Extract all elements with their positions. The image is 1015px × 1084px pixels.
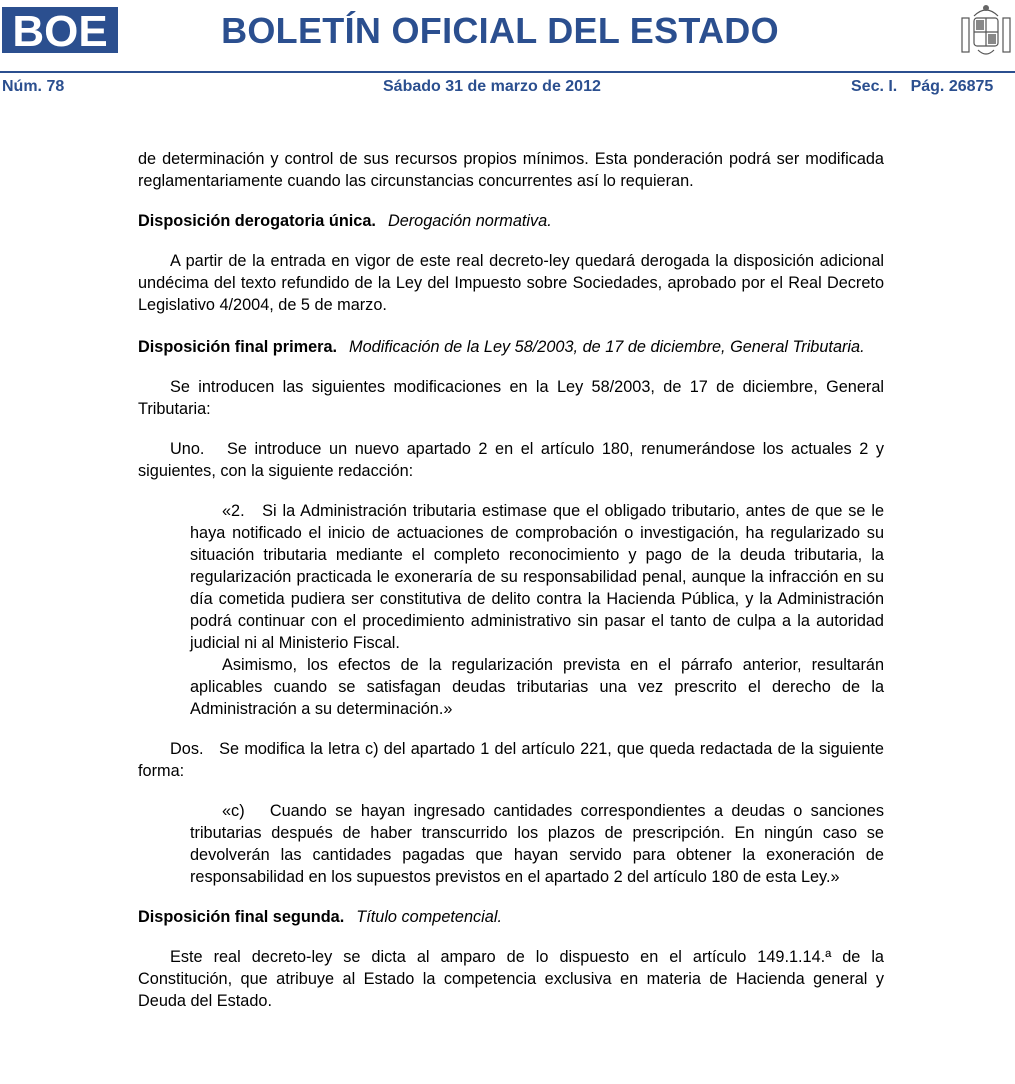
- section-heading: [138, 210, 884, 232]
- section-page: Sec. I. Pág. 26875: [851, 78, 994, 95]
- heading-title: Disposición final segunda.: [138, 908, 345, 926]
- section-heading: [138, 336, 884, 358]
- issue-date: Sábado 31 de marzo de 2012: [383, 78, 601, 95]
- heading-title: Disposición derogatoria única.: [138, 212, 376, 230]
- page-header: [0, 0, 1015, 100]
- heading-title: Disposición final primera.: [138, 338, 338, 356]
- paragraph: Uno. Se introduce un nuevo apartado 2 en el artículo 180, renumerándose los actuales 2 y siguientes, con la siguiente redacción:: [138, 440, 889, 480]
- paragraph: Se introducen las siguientes modificaciones en la Ley 58/2003, de 17 de diciembre, General Tributaria:: [138, 378, 884, 418]
- svg-text:BOE: BOE: [12, 7, 108, 53]
- paragraph: Este real decreto-ley se dicta al amparo de lo dispuesto en el artículo 149.1.14.ª de la Constitución, que atribuye al Estado la competencia exclusiva en materia de Hacienda general y Deuda del Estado.: [138, 948, 884, 1010]
- boe-logo: [2, 7, 118, 53]
- paragraph: Dos. Se modifica la letra c) del apartado 1 del artículo 221, que queda redactada de la siguiente forma:: [138, 740, 889, 780]
- quoted-text: «2. Si la Administración tributaria estimase que el obligado tributario, antes de que se le haya notificado el inicio de actuaciones de comprobación o investigación, ha regularizado su situación tributaria mediante el completo reconocimiento y pago de la deuda tributaria, la regularización practicada le exoneraría de su responsabilidad penal, aunque la infracción en su día cometida pudiera ser constitutiva de delito contra la Hacienda Pública, y la Administración podrá continuar con el procedimiento administrativo sin pasar el tanto de culpa a la autoridad judicial ni al Ministerio Fiscal.: [190, 502, 889, 652]
- coat-of-arms-icon: [958, 2, 1014, 60]
- paragraph: de determinación y control de sus recursos propios mínimos. Esta ponderación podrá ser modificada reglamentariamente cuando las circunstancias concurrentes así lo requieran.: [138, 150, 884, 190]
- paragraph: A partir de la entrada en vigor de este real decreto-ley quedará derogada la disposición adicional undécima del texto refundido de la Ley del Impuesto sobre Sociedades, aprobado por el Real Decreto Legislativo 4/2004, de 5 de marzo.: [138, 252, 884, 314]
- header-rule: [0, 71, 1015, 73]
- section-heading: [138, 906, 884, 928]
- document-body: [138, 148, 889, 1012]
- quoted-text: Asimismo, los efectos de la regularización prevista en el párrafo anterior, resultarán aplicables cuando se satisfagan deudas tributarias una vez prescrito el derecho de la Administración a su determinación.»: [190, 656, 884, 718]
- publication-title: BOLETÍN OFICIAL DEL ESTADO: [221, 10, 779, 51]
- issue-number: Núm. 78: [2, 78, 65, 95]
- heading-subtitle: Título competencial.: [356, 908, 502, 926]
- quoted-text: «c) Cuando se hayan ingresado cantidades correspondientes a deudas o sanciones tributarias después de haber transcurrido los plazos de prescripción. En ningún caso se devolverán las cantidades pagadas que hayan servido para obtener la exoneración de responsabilidad en los supuestos previstos en el apartado 2 del artículo 180 de esta Ley.»: [190, 802, 889, 886]
- heading-subtitle: Derogación normativa.: [387, 212, 552, 230]
- heading-subtitle: Modificación de la Ley 58/2003, de 17 de diciembre, General Tributaria.: [349, 338, 865, 356]
